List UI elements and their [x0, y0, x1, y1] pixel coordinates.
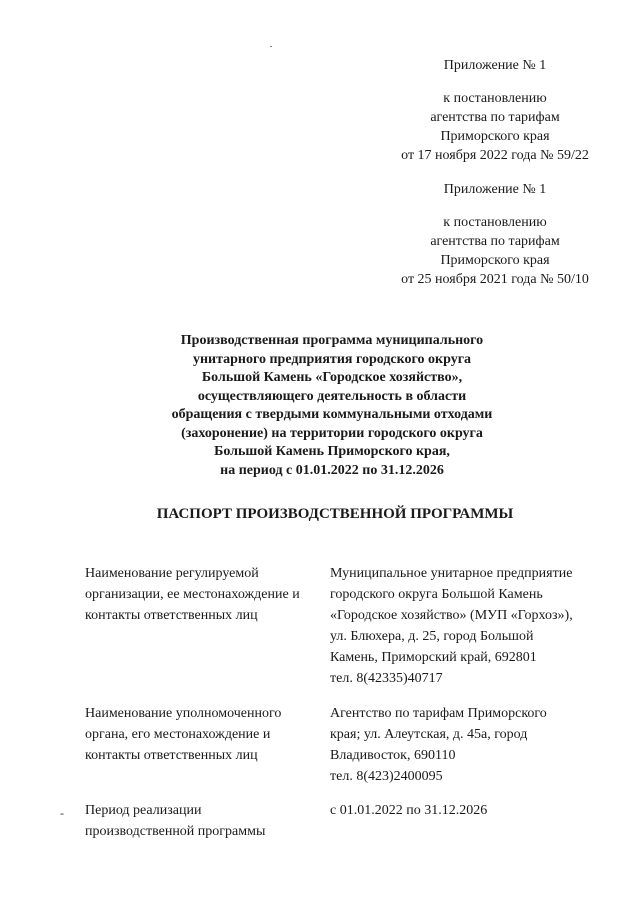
program-title-line: на период с 01.01.2022 по 31.12.2026 — [220, 462, 444, 478]
program-title — [150, 332, 514, 480]
appendix-line: Приморского края — [440, 129, 550, 144]
label-line: Наименование регулируемой — [85, 566, 259, 581]
value-line: Владивосток, 690110 — [330, 748, 456, 763]
label-line: производственной программы — [85, 824, 266, 839]
value-line: края; ул. Алеутская, д. 45а, город — [330, 727, 528, 742]
appendix-heading: Приложение № 1 — [443, 182, 547, 197]
passport-row-value-organization — [330, 563, 610, 689]
label-line: контакты ответственных лиц — [85, 748, 258, 763]
appendix-line: от 25 ноября 2021 года № 50/10 — [401, 272, 589, 287]
appendix-line: к постановлению — [443, 91, 547, 106]
program-title-line: обращения с твердыми коммунальными отходами — [171, 407, 493, 422]
appendix-line: от 17 ноября 2022 года № 59/22 — [401, 148, 589, 163]
appendix-line: агентства по тарифам — [430, 110, 560, 125]
program-title-line: унитарного предприятия городского округа — [192, 351, 472, 367]
value-line: Муниципальное унитарное предприятие — [330, 566, 573, 581]
appendix-original — [380, 180, 610, 289]
appendix-line: Приморского края — [440, 253, 550, 268]
value-line: ул. Блюхера, д. 25, город Большой — [330, 629, 534, 644]
value-line: городского округа Большой Камень — [330, 587, 543, 602]
value-line: тел. 8(423)2400095 — [330, 769, 443, 784]
passport-row-label-organization — [85, 563, 310, 626]
program-title-line: Производственная программа муниципального — [180, 333, 484, 348]
passport-row-label-period — [85, 800, 310, 842]
passport-row-value-period — [330, 800, 610, 821]
passport-heading: ПАСПОРТ ПРОИЗВОДСТВЕННОЙ ПРОГРАММЫ — [156, 506, 514, 522]
value-line: Агентство по тарифам Приморского — [330, 706, 547, 721]
value-line: «Городское хозяйство» (МУП «Горхоз»), — [330, 608, 573, 623]
program-title-line: Большой Камень «Городское хозяйство», — [201, 370, 463, 385]
label-line: Наименование уполномоченного — [85, 706, 282, 721]
label-line: органа, его местонахождение и — [85, 727, 271, 742]
appendix-line: к постановлению — [443, 215, 547, 230]
scan-artifact — [270, 46, 272, 47]
label-line: организации, ее местонахождение и — [85, 587, 300, 602]
appendix-heading: Приложение № 1 — [443, 58, 547, 73]
program-title-line: (захоронение) на территории городского округа — [181, 425, 483, 441]
value-line: тел. 8(42335)40717 — [330, 671, 443, 686]
margin-mark: - — [60, 806, 64, 820]
label-line: контакты ответственных лиц — [85, 608, 258, 623]
appendix-current — [380, 56, 610, 165]
value-line: с 01.01.2022 по 31.12.2026 — [330, 803, 488, 818]
passport-row-label-authority — [85, 703, 310, 766]
value-line: Камень, Приморский край, 692801 — [330, 650, 537, 665]
program-title-line: осуществляющего деятельность в области — [197, 388, 467, 404]
program-title-line: Большой Камень Приморского края, — [214, 444, 450, 459]
appendix-line: агентства по тарифам — [430, 234, 560, 249]
passport-row-value-authority — [330, 703, 610, 787]
label-line: Период реализации — [85, 803, 202, 818]
